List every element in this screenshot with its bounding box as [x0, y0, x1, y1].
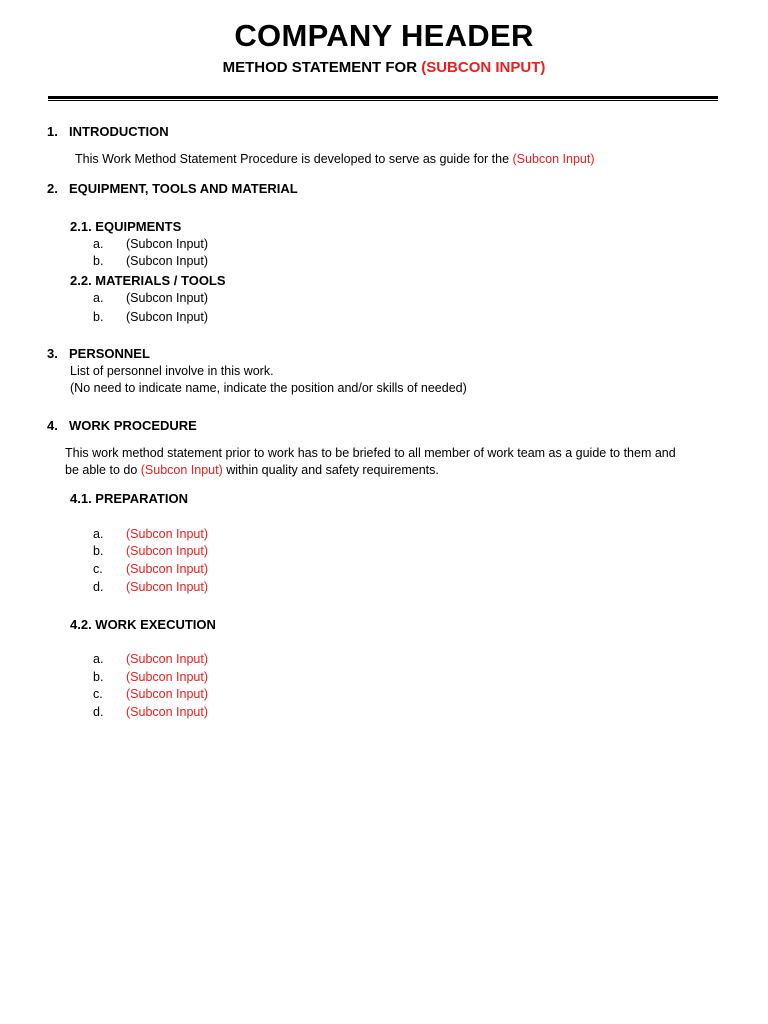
introduction-text-highlight: (Subcon Input) [512, 152, 595, 166]
section-heading-equipment [47, 181, 298, 196]
list-text: (Subcon Input) [126, 670, 208, 684]
subsection-heading-preparation: 4.1. PREPARATION [70, 491, 188, 506]
list-letter: c. [93, 562, 103, 576]
section-number: 2. [47, 181, 58, 196]
introduction-text [75, 152, 595, 166]
personnel-line-1: List of personnel involve in this work. [70, 364, 274, 378]
company-header-title: COMPANY HEADER [234, 18, 534, 53]
list-text: (Subcon Input) [126, 291, 208, 305]
list-item [93, 580, 208, 594]
list-letter: a. [93, 237, 104, 251]
list-item [93, 687, 208, 701]
list-text: (Subcon Input) [126, 687, 208, 701]
list-item [93, 544, 208, 558]
section-number: 3. [47, 346, 58, 361]
list-item [93, 254, 208, 268]
list-letter: d. [93, 580, 104, 594]
list-letter: a. [93, 527, 104, 541]
subsection-heading-equipments: 2.1. EQUIPMENTS [70, 219, 182, 234]
list-text: (Subcon Input) [126, 544, 208, 558]
section-number: 1. [47, 124, 58, 139]
list-letter: a. [93, 291, 104, 305]
header-divider-thin [48, 100, 718, 101]
section-title: INTRODUCTION [69, 124, 169, 139]
para-highlight: (Subcon Input) [140, 463, 223, 477]
header-divider-thick [48, 96, 718, 99]
list-letter: b. [93, 670, 104, 684]
list-letter: b. [93, 544, 104, 558]
list-letter: a. [93, 652, 104, 666]
subsection-heading-work-execution: 4.2. WORK EXECUTION [70, 617, 216, 632]
list-text: (Subcon Input) [126, 652, 208, 666]
list-letter: d. [93, 705, 104, 719]
list-letter: b. [93, 254, 104, 268]
list-item [93, 527, 208, 541]
section-number: 4. [47, 418, 58, 433]
para-prefix: be able to do [65, 463, 141, 477]
list-text: (Subcon Input) [126, 310, 208, 324]
list-item [93, 705, 208, 719]
section-title: WORK PROCEDURE [69, 418, 197, 433]
list-text: (Subcon Input) [126, 237, 208, 251]
section-heading-introduction [47, 124, 169, 139]
list-text: (Subcon Input) [126, 705, 208, 719]
list-item [93, 291, 208, 305]
list-item [93, 237, 208, 251]
work-procedure-para-line-2 [65, 463, 439, 477]
list-item [93, 652, 208, 666]
section-heading-work-procedure [47, 418, 197, 433]
subsection-heading-materials: 2.2. MATERIALS / TOOLS [70, 273, 226, 288]
list-item [93, 562, 208, 576]
list-text: (Subcon Input) [126, 527, 208, 541]
list-text: (Subcon Input) [126, 562, 208, 576]
list-item [93, 670, 208, 684]
subtitle-highlight: (SUBCON INPUT) [421, 59, 546, 76]
personnel-line-2: (No need to indicate name, indicate the position and/or skills of needed) [70, 381, 467, 395]
para-suffix: within quality and safety requirements. [222, 463, 439, 477]
list-letter: b. [93, 310, 104, 324]
document-subtitle [0, 59, 768, 76]
section-heading-personnel [47, 346, 150, 361]
list-text: (Subcon Input) [126, 580, 208, 594]
section-title: EQUIPMENT, TOOLS AND MATERIAL [69, 181, 298, 196]
list-text: (Subcon Input) [126, 254, 208, 268]
list-letter: c. [93, 687, 103, 701]
subtitle-prefix: METHOD STATEMENT FOR [222, 59, 422, 76]
work-procedure-para-line-1: This work method statement prior to work has to be briefed to all member of work team as a guide to them and [65, 446, 676, 460]
introduction-text-prefix: This Work Method Statement Procedure is developed to serve as guide for the [75, 152, 513, 166]
section-title: PERSONNEL [69, 346, 150, 361]
list-item [93, 310, 208, 324]
